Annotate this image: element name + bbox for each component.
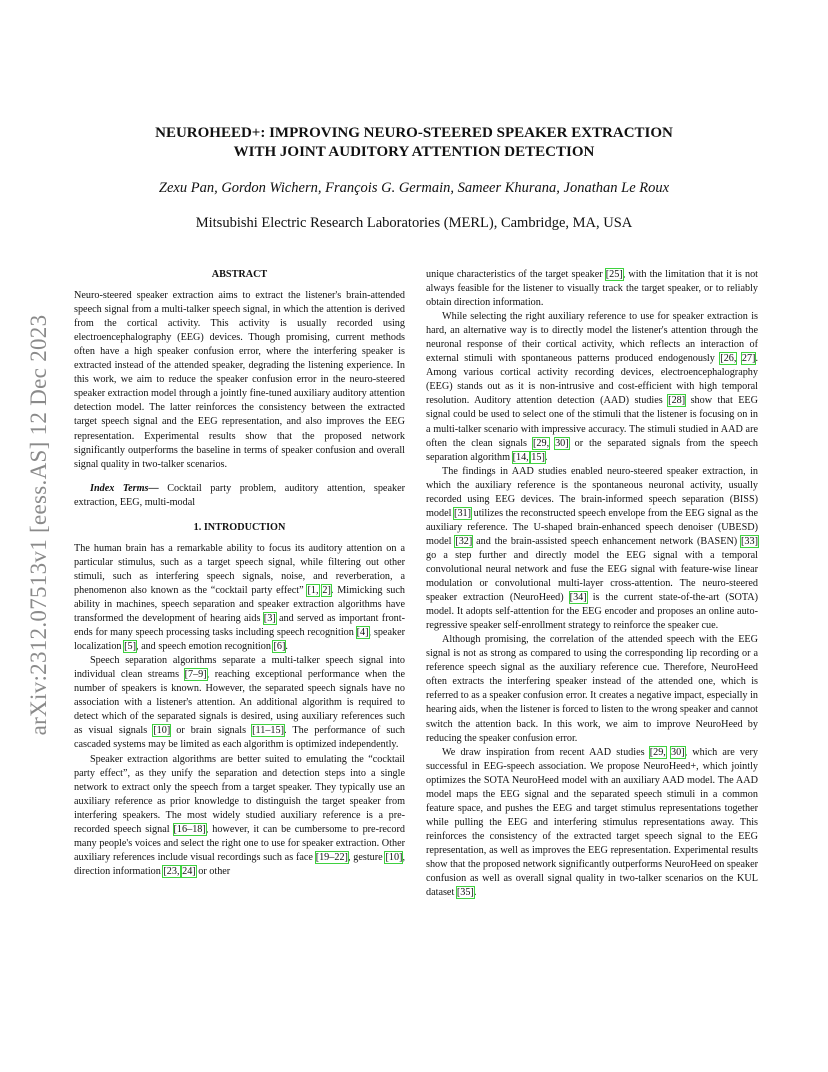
text-run: and the brain-assisted speech enhancement network (BASEN) — [472, 535, 742, 547]
text-run: We draw inspiration from recent AAD studies — [442, 746, 650, 758]
body-paragraph — [426, 746, 758, 901]
body-paragraph — [426, 633, 758, 745]
text-run: . — [473, 887, 477, 899]
citation-link[interactable]: [28] — [668, 395, 686, 407]
text-run: While selecting the right auxiliary reference to use for speaker extraction is hard, an alternative way is to directly model the listener's attention through the neuronal response of their cortical activity, which reflects an interaction of external stimuli with spontaneous patterns produced endogenously — [426, 311, 758, 365]
arxiv-identifier — [22, 275, 56, 775]
citation-link[interactable]: 15] — [531, 451, 545, 463]
text-run: Speaker extraction algorithms are better suited to emulating the “cocktail party effect”, as they unify the separation and detection steps into a single network to extract only the speech from a target speaker. They typically use an auxiliary reference as prior knowledge to distinguish the target speaker from interfering speakers. The most widely studied auxiliary reference is a pre-recorded speech signal — [74, 753, 405, 835]
body-paragraph — [426, 465, 758, 634]
author-list: Zexu Pan, Gordon Wichern, François G. Germain, Sameer Khurana, Jonathan Le Roux — [158, 180, 670, 196]
citation-link[interactable]: [10] — [153, 725, 171, 737]
body-paragraph — [74, 654, 405, 752]
citation-link[interactable]: 30] — [671, 746, 685, 758]
text-run: , direction information — [74, 851, 405, 877]
citation-link[interactable]: 30] — [555, 437, 569, 449]
index-terms-label: Index Terms— — [90, 482, 159, 494]
citation-link[interactable]: [25] — [605, 269, 623, 280]
citation-link[interactable]: [29, — [532, 437, 550, 449]
citation-link[interactable]: [6] — [273, 641, 286, 653]
text-run: . The performance of such cascaded systems may be limited as each algorithm is optimized independently. — [74, 725, 406, 751]
text-run: Speech separation algorithms separate a multi-talker speech signal into individual clean streams — [74, 655, 405, 681]
body-paragraph — [74, 753, 405, 879]
citation-link[interactable]: [10] — [385, 851, 403, 863]
citation-link[interactable]: [16–18] — [173, 823, 206, 835]
text-run: . Mimicking such ability in machines, speech separation and speaker extraction algorithms have transformed the development of hearing aids — [74, 584, 405, 625]
index-terms-text: Cocktail party problem, auditory attention, speaker extraction, EEG, multi-modal — [74, 482, 405, 508]
text-run: and served as important front-ends for many speech processing tasks including speech recognition — [74, 613, 405, 639]
text-run: , and speech emotion recognition — [135, 641, 274, 653]
text-run: or brain signals — [170, 725, 253, 737]
body-paragraph — [426, 310, 758, 465]
citation-link[interactable]: [26, — [720, 353, 737, 365]
text-run: or other — [195, 865, 231, 877]
affiliation: Mitsubishi Electric Research Laboratories (MERL), Cambridge, MA, USA — [195, 215, 633, 231]
abstract-text: Neuro-steered speaker extraction aims to extract the listener's brain-attended speech signal from a multi-talker speech signal, in which the attention is derived from the cortical activity. This activity is usually recorded using electroencephalography (EEG) devices. Though promising, current methods often have a high speaker confusion error, where the interfering speaker is extracted instead of the attended speaker, degrading the listening experience. In this work, we aim to reduce the speaker confusion error in the neuro-steered speaker extraction model through a jointly fine-tuned auxiliary auditory attention detection model. The latter reinforces the consistency between the extracted target speech signal and the EEG representation, and also improves the EEG representation. Experimental results show that the proposed network significantly outperforms the baseline in terms of speaker confusion and overall signal quality in two-talker scenarios. — [74, 290, 405, 470]
right-column — [426, 268, 758, 900]
citation-link[interactable]: 27] — [741, 353, 756, 365]
index-terms — [74, 482, 405, 510]
citation-link[interactable]: [35] — [456, 887, 474, 899]
citation-link[interactable]: [4] — [356, 627, 369, 639]
citation-link[interactable]: [14, — [512, 451, 529, 463]
body-paragraph — [74, 542, 405, 654]
text-run: show that EEG signal could be used to select one of the stimuli that the listener is focusing on in a multi-talker scenario with impressive accuracy. The stimuli studied in AAD are often the clean signals — [426, 395, 758, 449]
citation-link[interactable]: [33] — [741, 535, 758, 547]
paper-title — [60, 124, 768, 162]
text-run: , reaching exceptional performance when the number of speakers is known. However, the separated speech signals have no association with a listener's attention. An additional algorithm is required to detect which of the separated signals is desired, using auxiliary references such as visual signals — [74, 669, 405, 737]
citation-link[interactable]: [23, — [163, 865, 180, 877]
text-run: . Among various cortical activity recording devices, electroencephalography (EEG) stands out as it is non-intrusive and cost-efficient with high temporal resolution. Auditory attention detection (AAD) studies — [426, 353, 758, 407]
citation-link[interactable]: [32] — [455, 535, 473, 547]
citation-link[interactable]: [3] — [263, 613, 276, 625]
text-run: The human brain has a remarkable ability to focus its auditory attention on a particular stimulus, such as a target speech signal, while filtering out other stimuli, such as interfering speech signals, noise, and reverberation, a phenomenon also known as the “cocktail party effect” — [74, 542, 405, 596]
text-run: utilizes the reconstructed speech envelope from the EEG signal as the auxiliary reference. The U-shaped brain-enhanced speech denoiser (UBESD) model — [426, 507, 758, 547]
text-run: . — [544, 451, 548, 463]
text-run: , gesture — [347, 851, 386, 863]
text-run: . — [285, 641, 288, 653]
text-run: Although promising, the correlation of the attended speech with the EEG signal is not as strong as compared to using the corresponding lip recording or a reference speech signal as the auxiliary reference cue. Therefore, NeuroHeed often extracts the interfering speaker instead of the attended one, which is referred to as a speaker confusion error. It creates a negative impact, especially in hearing aids, when the listener is forced to listen to the wrong speaker and cannot switch the attention back. In this work, we aim to improve NeuroHeed by reducing the speaker confusion error. — [426, 634, 758, 744]
text-run: , which are very successful in EEG-speech association. We propose NeuroHeed+, which jointly optimizes the SOTA NeuroHeed model with an auxiliary AAD model. The AAD model maps the EEG signal and the separated speech stimuli in a common feature space, and pushes the EEG and target stimulus representations together while pulling the EEG and interfering stimulus representations away. This reinforces the consistency of the extracted target speech signal to the EEG representation, as well as improves the EEG representation. Experimental results show that the proposed network significantly outperforms NeuroHeed on speaker confusion as well as overall signal quality in two-talker scenarios on the KUL dataset — [426, 746, 758, 899]
introduction-heading: 1. INTRODUCTION — [193, 521, 286, 533]
citation-link[interactable]: [11–15] — [252, 725, 285, 737]
left-column — [74, 268, 405, 879]
paper-title-line-1: NEUROHEED+: IMPROVING NEURO-STEERED SPEAKER EXTRACTION — [155, 125, 673, 141]
citation-link[interactable]: [19–22] — [315, 851, 348, 863]
text-run: , with the limitation that it is not always feasible for the listener to visually track the target speaker, or to reliably obtain direction information. — [426, 269, 758, 309]
abstract-heading: ABSTRACT — [211, 269, 268, 280]
text-run: unique characteristics of the target speaker — [426, 269, 606, 280]
text-run: , speaker localization — [74, 627, 405, 653]
text-run: go a step further and directly model the EEG signal with a temporal convolutional neural network and fuse the EEG signal with feature-wise linear modulation or convolutional multi-layer cross-attention. The neuro-steered speaker extraction (NeuroHeed) — [426, 549, 758, 604]
citation-link[interactable]: [7–9] — [184, 669, 207, 681]
citation-link[interactable]: 24] — [182, 865, 196, 877]
paper-title-line-2: WITH JOINT AUDITORY ATTENTION DETECTION — [233, 144, 595, 160]
citation-link[interactable]: [34] — [569, 592, 587, 604]
citation-link[interactable]: [31] — [454, 507, 472, 519]
citation-link[interactable]: [29, — [649, 746, 666, 758]
citation-link[interactable]: [1, — [307, 584, 319, 596]
citation-link[interactable]: 2] — [322, 584, 331, 596]
arxiv-identifier-text: arXiv:2312.07513v1 [eess.AS] 12 Dec 2023 — [26, 314, 51, 736]
body-paragraph — [426, 268, 758, 310]
text-run: or the separated signals from the speech separation algorithm — [426, 437, 758, 463]
left-body — [74, 542, 405, 879]
text-run: , however, it can be cumbersome to pre-record many people's voices and select the right one to use for speaker extraction. Other auxiliary references include visual recordings such as face — [74, 823, 405, 863]
text-run: is the current state-of-the-art (SOTA) model. It adopts self-attention for the EEG encoder and proposes an online auto-regressive speaker self-enrollment strategy to reinforce the speaker cue. — [426, 592, 758, 632]
citation-link[interactable]: [5] — [124, 641, 136, 653]
text-run: The findings in AAD studies enabled neuro-steered speaker extraction, in which the auxiliary reference is the spontaneous neuronal activity, usually recorded using EEG devices. The brain-informed speech separation (BISS) model — [426, 465, 758, 519]
